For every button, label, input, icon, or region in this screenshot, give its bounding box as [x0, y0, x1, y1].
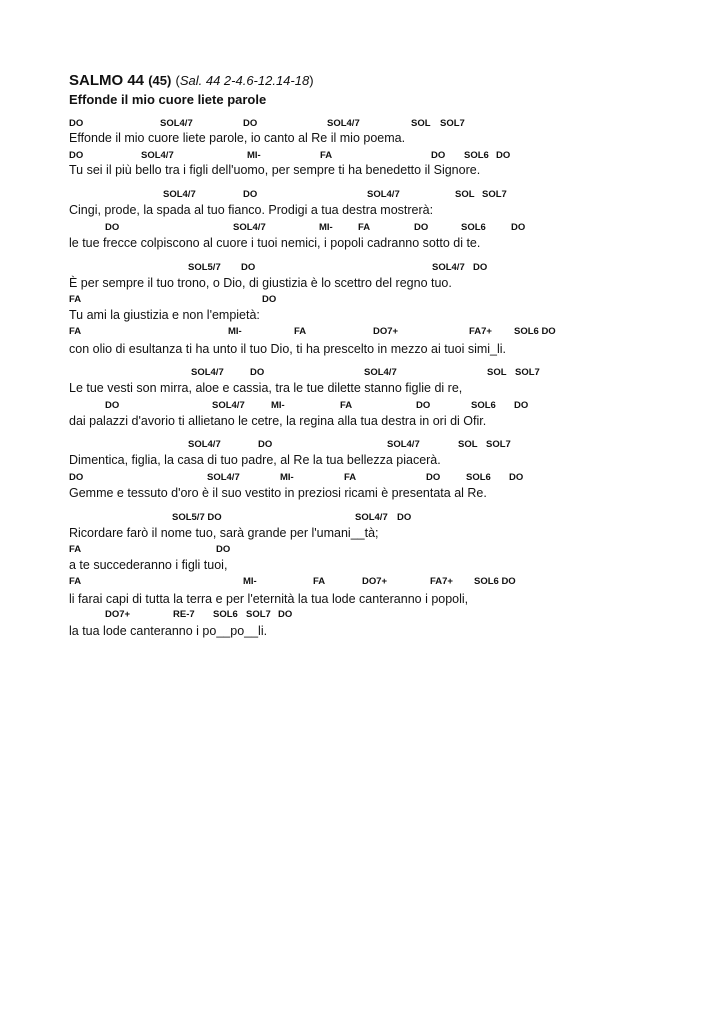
lyric-line: Tu ami la giustizia e non l'empietà:: [69, 308, 260, 322]
lyric-line: Ricordare farò il nome tuo, sarà grande per l'umani__tà;: [69, 526, 379, 540]
lyric-line: a te succederanno i figli tuoi,: [69, 558, 228, 572]
chord-label: SOL4/7: [207, 472, 240, 483]
lyric-line: Le tue vesti son mirra, aloe e cassia, tra le tue dilette stanno figlie di re,: [69, 381, 463, 395]
chord-label: DO: [426, 472, 441, 483]
chord-label: SOL5/7: [188, 262, 221, 273]
chord-label: DO: [250, 367, 265, 378]
chord-label: MI-: [247, 150, 261, 161]
chord-label: SOL4/7: [233, 222, 266, 233]
chord-label: SOL4/7: [367, 189, 400, 200]
chord-label: SOL7: [486, 439, 511, 450]
chord-label: SOL7: [515, 367, 540, 378]
chord-label: SOL6: [466, 472, 491, 483]
lyric-line: dai palazzi d'avorio ti allietano le cetre, la regina alla tua destra in ori di Ofir.: [69, 414, 487, 428]
chord-label: SOL6: [464, 150, 489, 161]
chord-label: DO: [514, 400, 529, 411]
chord-label: FA: [69, 576, 82, 587]
chord-label: DO: [105, 222, 120, 233]
chord-label: DO: [416, 400, 431, 411]
chord-label: SOL4/7: [191, 367, 224, 378]
chord-label: RE-7: [173, 609, 195, 620]
chord-label: SOL7: [440, 118, 465, 129]
chord-label: DO: [397, 512, 412, 523]
psalm-subtitle: Effonde il mio cuore liete parole: [69, 92, 267, 107]
chord-label: FA7+: [469, 326, 492, 337]
lyric-line: Effonde il mio cuore liete parole, io canto al Re il mio poema.: [69, 131, 406, 145]
chord-label: MI-: [243, 576, 257, 587]
lyric-line: Gemme e tessuto d'oro è il suo vestito in preziosi ricami è presentata al Re.: [69, 486, 487, 500]
chord-label: MI-: [319, 222, 333, 233]
lyric-line: Cingi, prode, la spada al tuo fianco. Prodigi a tua destra mostrerà:: [69, 203, 434, 217]
chord-label: SOL4/7: [387, 439, 420, 450]
chord-label: SOL4/7: [188, 439, 221, 450]
chord-label: FA: [294, 326, 307, 337]
chord-label: SOL5/7 DO: [172, 512, 222, 523]
chord-label: DO7+: [362, 576, 388, 587]
lyric-line: È per sempre il tuo trono, o Dio, di giustizia è lo scettro del regno tuo.: [69, 276, 452, 290]
chord-label: SOL4/7: [327, 118, 360, 129]
lyric-line: li farai capi di tutta la terra e per l'eternità la tua lode canteranno i popoli,: [69, 592, 469, 606]
chord-label: SOL6: [213, 609, 238, 620]
chord-label: DO: [473, 262, 488, 273]
chord-label: DO: [496, 150, 511, 161]
chord-label: DO: [258, 439, 273, 450]
chord-label: DO: [105, 400, 120, 411]
chord-label: FA: [69, 294, 82, 305]
chord-label: DO: [69, 472, 84, 483]
chord-label: SOL7: [482, 189, 507, 200]
chord-label: DO: [414, 222, 429, 233]
chord-label: FA7+: [430, 576, 453, 587]
chord-label: SOL6: [461, 222, 486, 233]
chord-label: DO: [262, 294, 277, 305]
title-reference: (Sal. 44 2-4.6-12.14-18): [175, 73, 314, 88]
chord-label: SOL4/7: [160, 118, 193, 129]
chord-label: FA: [358, 222, 371, 233]
lyric-line: la tua lode canteranno i po__po__li.: [69, 624, 268, 638]
chord-label: DO: [509, 472, 524, 483]
chord-label: SOL4/7: [364, 367, 397, 378]
chord-label: SOL: [487, 367, 507, 378]
chord-label: SOL4/7: [355, 512, 388, 523]
chord-label: SOL: [458, 439, 478, 450]
chord-label: MI-: [280, 472, 294, 483]
chord-label: DO: [511, 222, 526, 233]
chord-label: SOL6: [471, 400, 496, 411]
chord-label: DO7+: [105, 609, 131, 620]
chord-label: SOL7: [246, 609, 271, 620]
chord-label: DO: [69, 118, 84, 129]
title-number: (45): [148, 73, 172, 88]
chord-label: FA: [69, 326, 82, 337]
chord-label: SOL: [455, 189, 475, 200]
chord-label: DO: [216, 544, 231, 555]
chord-label: MI-: [228, 326, 242, 337]
chord-label: FA: [69, 544, 82, 555]
chord-label: FA: [320, 150, 333, 161]
chord-label: SOL: [411, 118, 431, 129]
chord-label: SOL4/7: [141, 150, 174, 161]
chord-label: DO: [241, 262, 256, 273]
chord-label: SOL6 DO: [514, 326, 556, 337]
chord-label: FA: [340, 400, 353, 411]
chord-label: SOL6 DO: [474, 576, 516, 587]
chord-label: DO: [243, 189, 258, 200]
chord-label: MI-: [271, 400, 285, 411]
chord-label: FA: [344, 472, 357, 483]
chord-label: SOL4/7: [432, 262, 465, 273]
chord-label: DO: [431, 150, 446, 161]
chord-label: FA: [313, 576, 326, 587]
chord-label: DO: [278, 609, 293, 620]
chord-label: DO: [243, 118, 258, 129]
title-main: SALMO 44: [69, 72, 145, 89]
chord-label: SOL4/7: [163, 189, 196, 200]
chord-label: DO7+: [373, 326, 399, 337]
lyric-line: Tu sei il più bello tra i figli dell'uomo, per sempre ti ha benedetto il Signore.: [69, 163, 481, 177]
lyric-line: con olio di esultanza ti ha unto il tuo Dio, ti ha prescelto in mezzo ai tuoi simi_li.: [69, 342, 507, 356]
lyric-line: Dimentica, figlia, la casa di tuo padre, al Re la tua bellezza piacerà.: [69, 453, 441, 467]
chord-label: SOL4/7: [212, 400, 245, 411]
chord-label: DO: [69, 150, 84, 161]
lyric-line: le tue frecce colpiscono al cuore i tuoi nemici, i popoli cadranno sotto di te.: [69, 236, 481, 250]
